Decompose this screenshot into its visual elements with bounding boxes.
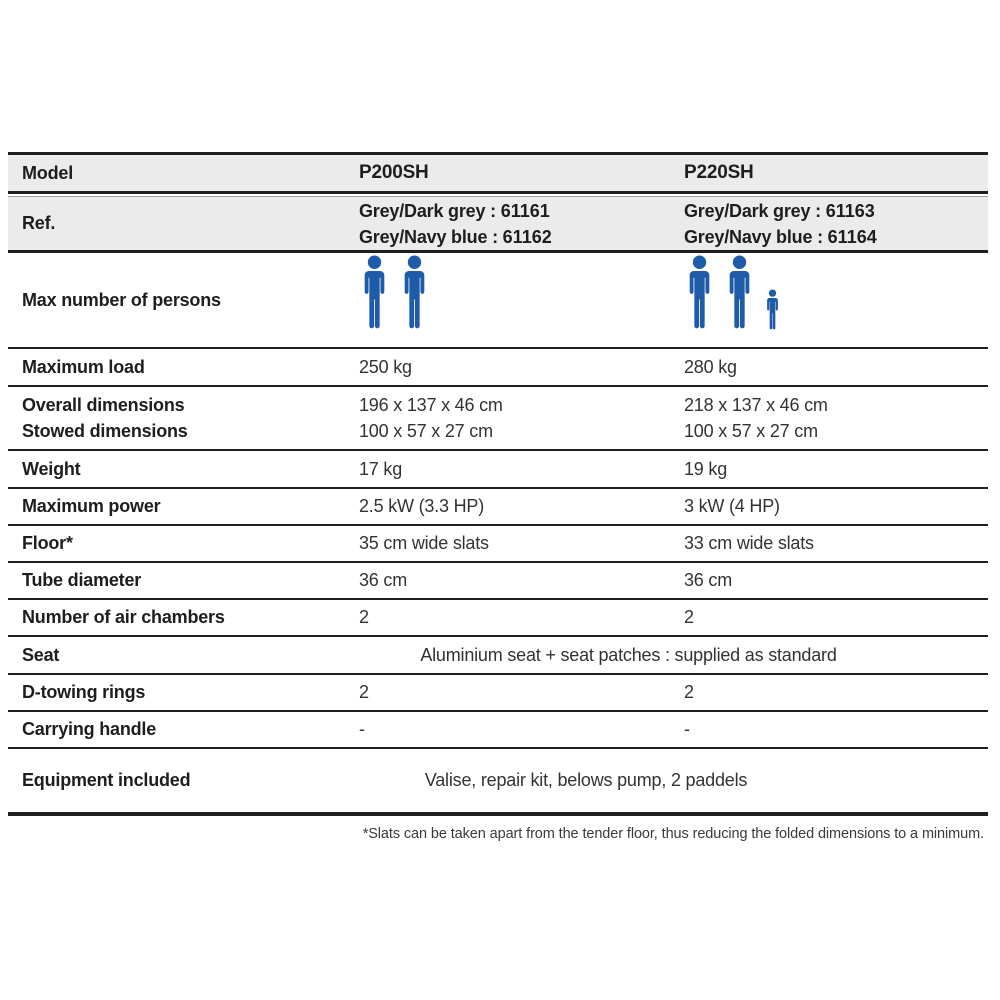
spec-row-dimensions — [8, 387, 988, 449]
row-value: 17 kg — [359, 458, 403, 479]
row-value — [345, 392, 670, 444]
persons-icons-p220sh — [684, 255, 988, 345]
adult-person-icon — [724, 255, 755, 331]
row-value: 250 kg — [359, 356, 412, 377]
ref-line — [684, 198, 988, 224]
ref-line — [359, 224, 670, 250]
ref-number: 61162 — [502, 226, 552, 247]
row-label: Number of air chambers — [22, 607, 225, 627]
child-person-icon — [764, 289, 781, 331]
spec-row-air-chambers — [8, 600, 988, 635]
ref-number: 61164 — [827, 226, 877, 247]
spec-row-maximum-power — [8, 489, 988, 524]
row-value: 280 kg — [684, 356, 737, 377]
row-label: Floor* — [22, 533, 73, 553]
spec-row-maximum-load — [8, 349, 988, 385]
ref-line — [359, 198, 670, 224]
ref-number: 61161 — [500, 200, 550, 221]
stowed-dimensions-value: 100 x 57 x 27 cm — [359, 421, 493, 441]
overall-dimensions-label: Overall dimensions — [22, 395, 185, 415]
row-label: Seat — [22, 644, 60, 665]
adult-person-icon — [399, 255, 430, 331]
ref-number: 61163 — [825, 200, 875, 221]
row-value: 2 — [359, 682, 369, 702]
row-value: 2 — [684, 682, 694, 702]
row-value: - — [359, 719, 365, 739]
model-name-p220sh: P220SH — [684, 162, 754, 183]
row-label: Carrying handle — [22, 719, 157, 739]
spec-row-tube-diameter — [8, 563, 988, 598]
ref-color-label: Grey/Navy blue : — [359, 226, 503, 247]
spec-row-weight — [8, 451, 988, 487]
spec-row-d-towing-rings — [8, 675, 988, 710]
persons-row-label: Max number of persons — [22, 289, 221, 310]
row-label: Weight — [22, 458, 81, 479]
ref-color-label: Grey/Navy blue : — [684, 226, 828, 247]
row-value: 36 cm — [359, 570, 408, 590]
spec-row-max-persons — [8, 253, 988, 347]
row-label: Tube diameter — [22, 570, 142, 590]
spec-row-floor — [8, 526, 988, 561]
footnote-top-rule — [8, 812, 988, 816]
row-label — [8, 392, 345, 444]
row-value: 2.5 kW (3.3 HP) — [359, 496, 485, 516]
row-value: 19 kg — [684, 458, 728, 479]
equipment-value: Valise, repair kit, belows pump, 2 paddels — [424, 770, 748, 790]
spec-row-carrying-handle — [8, 712, 988, 747]
ref-row-label: Ref. — [22, 213, 56, 233]
row-value: 2 — [684, 607, 694, 627]
overall-dimensions-value: 196 x 137 x 46 cm — [359, 395, 503, 415]
model-row-label: Model — [22, 162, 73, 183]
spec-row-equipment — [8, 749, 988, 812]
ref-values-p200sh — [345, 198, 670, 250]
spec-row-seat — [8, 637, 988, 673]
overall-dimensions-value: 218 x 137 x 46 cm — [684, 395, 828, 415]
row-value: 2 — [359, 607, 369, 627]
ref-line — [684, 224, 988, 250]
ref-values-p220sh — [670, 198, 988, 250]
ref-color-label: Grey/Dark grey : — [684, 200, 826, 221]
row-label: Maximum load — [22, 356, 145, 377]
adult-person-icon — [359, 255, 390, 331]
spec-row-ref — [8, 197, 988, 250]
adult-person-icon — [684, 255, 715, 331]
stowed-dimensions-value: 100 x 57 x 27 cm — [684, 421, 818, 441]
spec-sheet — [8, 152, 988, 842]
row-value: - — [684, 719, 690, 739]
row-label: D-towing rings — [22, 682, 146, 702]
row-value: 36 cm — [684, 570, 733, 590]
footnote-text: *Slats can be taken apart from the tender floor, thus reducing the folded dimensions to a minimum. — [362, 826, 984, 842]
row-value: 33 cm wide slats — [684, 533, 814, 553]
persons-icons-p200sh — [359, 255, 670, 345]
row-value — [670, 392, 988, 444]
spec-row-model — [8, 155, 988, 191]
stowed-dimensions-label: Stowed dimensions — [22, 421, 188, 441]
model-name-p200sh: P200SH — [359, 162, 429, 183]
row-value: 3 kW (4 HP) — [684, 496, 780, 516]
ref-color-label: Grey/Dark grey : — [359, 200, 501, 221]
seat-value: Aluminium seat + seat patches : supplied as standard — [420, 644, 837, 665]
row-label: Equipment included — [22, 770, 191, 790]
row-label: Maximum power — [22, 496, 161, 516]
row-value: 35 cm wide slats — [359, 533, 489, 553]
